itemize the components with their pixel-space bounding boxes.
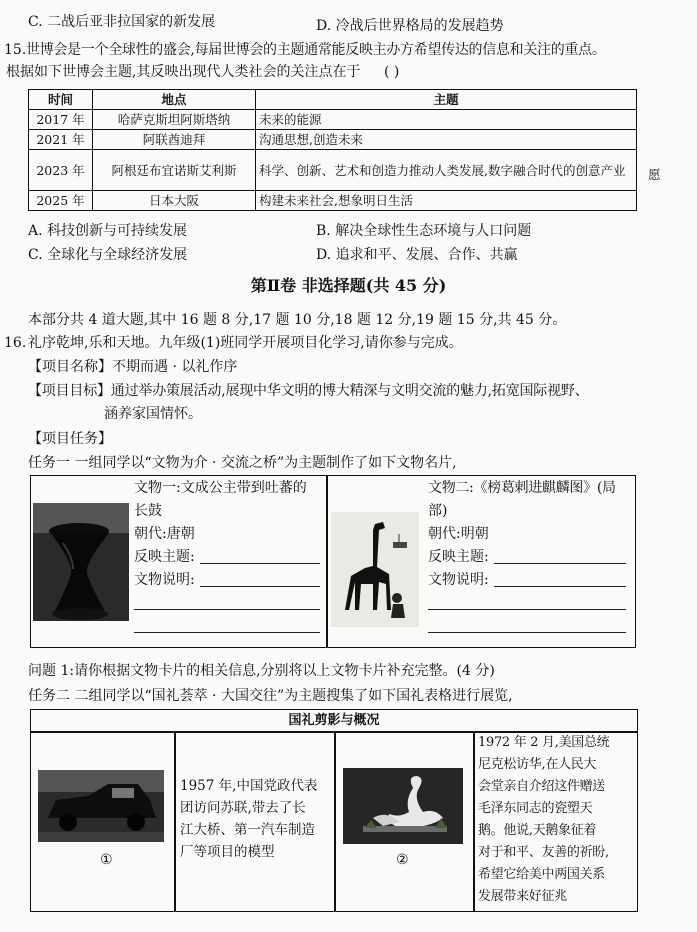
header-theme: 主题 (256, 90, 637, 110)
gift1-text-line: 团访问苏联,带去了长 (180, 800, 306, 816)
answer-line (428, 609, 626, 610)
card2-dynasty: 朝代:明朝 (428, 526, 489, 542)
gift2-text-line: 鹅。他说,天鹅象征着 (478, 823, 597, 838)
table-row (29, 150, 637, 191)
card2-title-line1: 文物二:《榜葛剌进麒麟图》(局 (428, 480, 616, 496)
car-model-image (38, 770, 164, 842)
section2-title: 第Ⅱ卷 非选择题(共 45 分) (250, 276, 447, 295)
gift2-text-line: 1972 年 2 月,美国总统 (478, 735, 610, 750)
card-divider (326, 475, 328, 647)
card2-desc-label: 文物说明: (428, 572, 489, 588)
gift2-photo (343, 768, 463, 844)
q15-stem-line1: 世博会是一个全球性的盛会,每届世博会的主题通常能反映主办方希望传达的信息和关注的重点。 (26, 42, 606, 58)
project-name: 【项目名称】不期而遇 · 以礼作序 (28, 359, 238, 375)
q15-number: 15. (4, 42, 27, 58)
cell-place: 哈萨克斯坦阿斯塔纳 (93, 110, 256, 130)
gift1-mark: ① (100, 852, 113, 868)
q16-number: 16. (4, 335, 27, 351)
project-goal-line1: 【项目目标】通过举办策展活动,展现中华文明的博大精深与文明交流的魅力,拓宽国际视野、 (28, 383, 589, 399)
gift1-text (180, 775, 317, 863)
cell-theme: 未来的能源 (256, 110, 637, 130)
table-row (29, 130, 637, 150)
q14-option-c: C. 二战后亚非拉国家的新发展 (28, 14, 216, 30)
cell-theme: 沟通思想,创造未来 (256, 130, 637, 150)
cell-year: 2021 年 (29, 130, 93, 150)
q14-option-d: D. 冷战后世界格局的发展趋势 (316, 18, 504, 34)
gift2-text-line: 尼克松访华,在人民大 (478, 757, 597, 772)
q15-stem-line2: 根据如下世博会主题,其反映出现代人类社会的关注点在于 (6, 64, 361, 80)
gift2-text-line: 对于和平、友善的祈盼, (478, 845, 609, 860)
card2-theme-label: 反映主题: (428, 549, 489, 565)
q15-option-d: D. 追求和平、发展、合作、共赢 (316, 247, 518, 263)
gift2-text-line: 毛泽东同志的瓷塑天 (478, 801, 593, 816)
porcelain-swan-image (343, 768, 463, 844)
answer-line (428, 632, 626, 633)
giraffe-photo (331, 512, 419, 627)
card1-desc-label: 文物说明: (134, 572, 195, 588)
card1-title-line2: 长鼓 (134, 503, 162, 519)
cell-place: 日本大阪 (93, 191, 256, 211)
drum-image (33, 503, 129, 621)
cell-place: 阿联酋迪拜 (93, 130, 256, 150)
answer-line (134, 632, 320, 633)
cell-year: 2025 年 (29, 191, 93, 211)
cell-year: 2023 年 (29, 150, 93, 191)
answer-line (200, 563, 320, 564)
header-year: 时间 (29, 90, 93, 110)
giraffe-image (331, 512, 419, 627)
q15-option-a: A. 科技创新与可持续发展 (28, 223, 188, 239)
gift2-text (478, 732, 609, 908)
q15-option-b: B. 解决全球性生态环境与人口问题 (316, 223, 532, 239)
cell-theme: 科学、创新、艺术和创造力推动人类发展,数字融合时代的创意产业 (256, 150, 637, 191)
cell-year: 2017 年 (29, 110, 93, 130)
expo-theme-table (28, 89, 637, 211)
header-place: 地点 (93, 90, 256, 110)
q16-stem: 礼序乾坤,乐和天地。九年级(1)班同学开展项目化学习,请你参与完成。 (28, 335, 463, 351)
answer-line (494, 563, 626, 564)
margin-note: 愿 (648, 167, 661, 182)
table-row (29, 110, 637, 130)
gift1-photo (38, 770, 164, 842)
answer-line (494, 586, 626, 587)
section2-intro: 本部分共 4 道大题,其中 16 题 8 分,17 题 10 分,18 题 12 分,19 题 15 分,共 45 分。 (28, 312, 567, 328)
gift2-mark: ② (396, 852, 409, 868)
cell-place: 阿根廷布宜诺斯艾利斯 (93, 150, 256, 191)
drum-photo (33, 503, 129, 621)
table-row (29, 191, 637, 211)
cell-theme: 构建未来社会,想象明日生活 (256, 191, 637, 211)
project-goal-line2: 涵养家国情怀。 (104, 406, 202, 422)
card1-dynasty: 朝代:唐朝 (134, 526, 195, 542)
gift-table-header: 国礼剪影与概况 (288, 713, 380, 728)
q15-option-c: C. 全球化与全球经济发展 (28, 247, 188, 263)
task2-intro: 任务二 二组同学以“国礼荟萃 · 大国交往”为主题搜集了如下国礼表格进行展览, (28, 688, 513, 704)
gift2-text-line: 会堂亲自介绍这件赠送 (478, 779, 606, 794)
answer-line (134, 609, 320, 610)
project-task-label: 【项目任务】 (28, 431, 112, 447)
card2-title-line2: 部) (428, 503, 448, 519)
gift-col-divider (174, 731, 176, 911)
gift1-text-line: 1957 年,中国党政代表 (180, 778, 318, 794)
question1: 问题 1:请你根据文物卡片的相关信息,分别将以上文物卡片补充完整。(4 分) (28, 663, 495, 679)
gift2-text-line: 发展带来好征兆 (478, 889, 567, 904)
gift-col-divider (473, 731, 475, 911)
card1-title-line1: 文物一:文成公主带到吐蕃的 (134, 480, 307, 496)
gift1-text-line: 江大桥、第一汽车制造 (180, 822, 315, 838)
q15-answer-blank: ( ) (384, 64, 400, 80)
card1-theme-label: 反映主题: (134, 549, 195, 565)
gift-col-divider (334, 731, 336, 911)
gift2-text-line: 希望它给美中两国关系 (478, 867, 606, 882)
answer-line (200, 586, 320, 587)
gift1-text-line: 厂等项目的模型 (180, 844, 275, 860)
task1-intro: 任务一 一组同学以“文物为介 · 交流之桥”为主题制作了如下文物名片, (28, 455, 457, 471)
table-header-row (29, 90, 637, 110)
